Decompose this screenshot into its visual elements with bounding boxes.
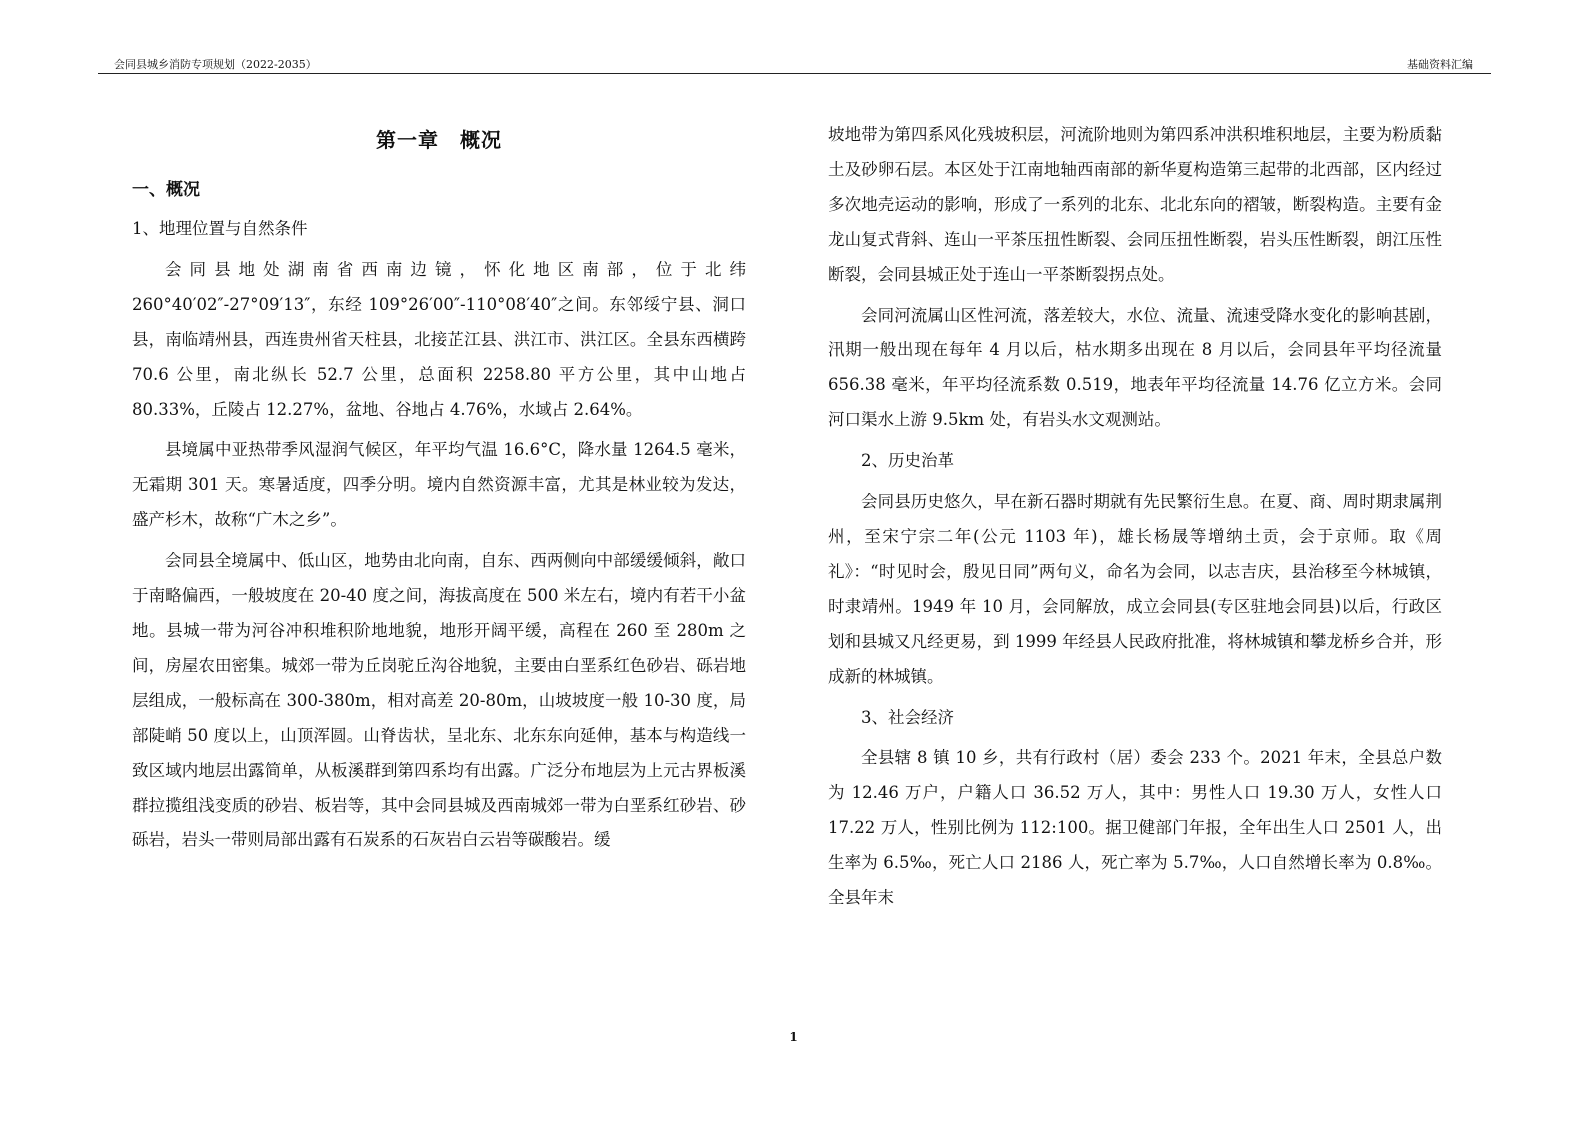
paragraph-location: 会同县地处湖南省西南边镜，怀化地区南部，位于北纬 260°40′02″-27°09′13″，东经 109°26′00″-110°08′40″之间。东邻绥宁县、洞口县，南临靖州县，西连贵州省天柱县，北接芷江县、洪江市、洪江区。全县东西横跨 70.6 公里，南北纵长 52.7 公里，总面积 2258.80 平方公里，其中山地占 80.33%，丘陵占 12.27%，盆地、谷地占 4.76%，水域占 2.64%。	[132, 259, 746, 419]
right-column	[828, 118, 1442, 922]
subheading-geography: 1、地理位置与自然条件	[132, 219, 308, 238]
left-column	[132, 118, 746, 864]
subheading-history: 2、历史治革	[861, 451, 954, 471]
paragraph-climate: 县境属中亚热带季风湿润气候区，年平均气温 16.6°C，降水量 1264.5 毫米，无霜期 301 天。寒暑适度，四季分明。境内自然资源丰富，尤其是林业较为发达，盛产杉木，故称“广木之乡”。	[132, 440, 746, 530]
header-section-label: 基础资料汇编	[1407, 58, 1473, 71]
paragraph-terrain: 会同县全境属中、低山区，地势由北向南，自东、西两侧向中部缓缓倾斜，敞口于南略偏西，一般坡度在 20-40 度之间，海拔高度在 500 米左右，境内有若干小盆地。县城一带为河谷冲积堆积阶地地貌，地形开阔平缓，高程在 260 至 280m 之间，房屋农田密集。城郊一带为丘岗驼丘沟谷地貌，主要由白垩系红色砂岩、砾岩地层组成，一般标高在 300-380m，相对高差 20-80m，山坡坡度一般 10-30 度，局部陡峭 50 度以上，山顶浑圆。山脊齿状，呈北东、北东东向延伸，基本与构造线一致区域内地层出露简单，从板溪群到第四系均有出露。广泛分布地层为上元古界板溪群拉揽组浅变质的砂岩、板岩等，其中会同县城及西南城郊一带为白垩系红砂岩、砂砾岩，岩头一带则局部出露有石炭系的石灰岩白云岩等碳酸岩。缓	[132, 551, 746, 850]
paragraph-river: 会同河流属山区性河流，落差较大，水位、流量、流速受降水变化的影响甚剧，汛期一般出现在每年 4 月以后，枯水期多出现在 8 月以后，会同县年平均径流量 656.38 毫米，年平均径流系数 0.519，地表年平均径流量 14.76 亿立方米。会同河口渠水上游 9.5km 处，有岩头水文观测站。	[828, 305, 1442, 430]
header-document-title: 会同县城乡消防专项规划（2022-2035）	[114, 58, 317, 71]
section-title: 一、概况	[132, 180, 200, 200]
page-header	[98, 56, 1491, 74]
paragraph-economy: 全县辖 8 镇 10 乡，共有行政村（居）委会 233 个。2021 年末，全县总户数为 12.46 万户，户籍人口 36.52 万人，其中：男性人口 19.30 万人，女性人口 17.22 万人，性别比例为 112:100。据卫健部门年报，全年出生人口 2501 人，出生率为 6.5‰，死亡人口 2186 人，死亡率为 5.7‰，人口自然增长率为 0.8‰。全县年末	[828, 748, 1442, 908]
subheading-economy: 3、社会经济	[861, 707, 954, 727]
chapter-title: 第一章 概况	[376, 128, 502, 152]
paragraph-geology-continued: 坡地带为第四系风化残坡积层，河流阶地则为第四系冲洪积堆积地层，主要为粉质黏土及砂卵石层。本区处于江南地轴西南部的新华夏构造第三起带的北西部，区内经过多次地壳运动的影响，形成了一系列的北东、北北东向的褶皱，断裂构造。主要有金龙山复式背斜、连山一平茶压扭性断裂、会同压扭性断裂，岩头压性断裂，朗江压性断裂，会同县城正处于连山一平茶断裂拐点处。	[828, 125, 1442, 284]
page-number: 1	[789, 1030, 798, 1044]
paragraph-history: 会同县历史悠久，早在新石器时期就有先民繁衍生息。在夏、商、周时期隶属荆州，至宋宁宗二年(公元 1103 年)，雄长杨晟等增纳土贡，会于京师。取《周礼》：“时见时会，殷见日同”两句义，命名为会同，以志吉庆，县治移至今林城镇，时隶靖州。1949 年 10 月，会同解放，成立会同县(专区驻地会同县)以后，行政区划和县城又凡经更易，到 1999 年经县人民政府批准，将林城镇和攀龙桥乡合并，形成新的林城镇。	[828, 492, 1442, 686]
